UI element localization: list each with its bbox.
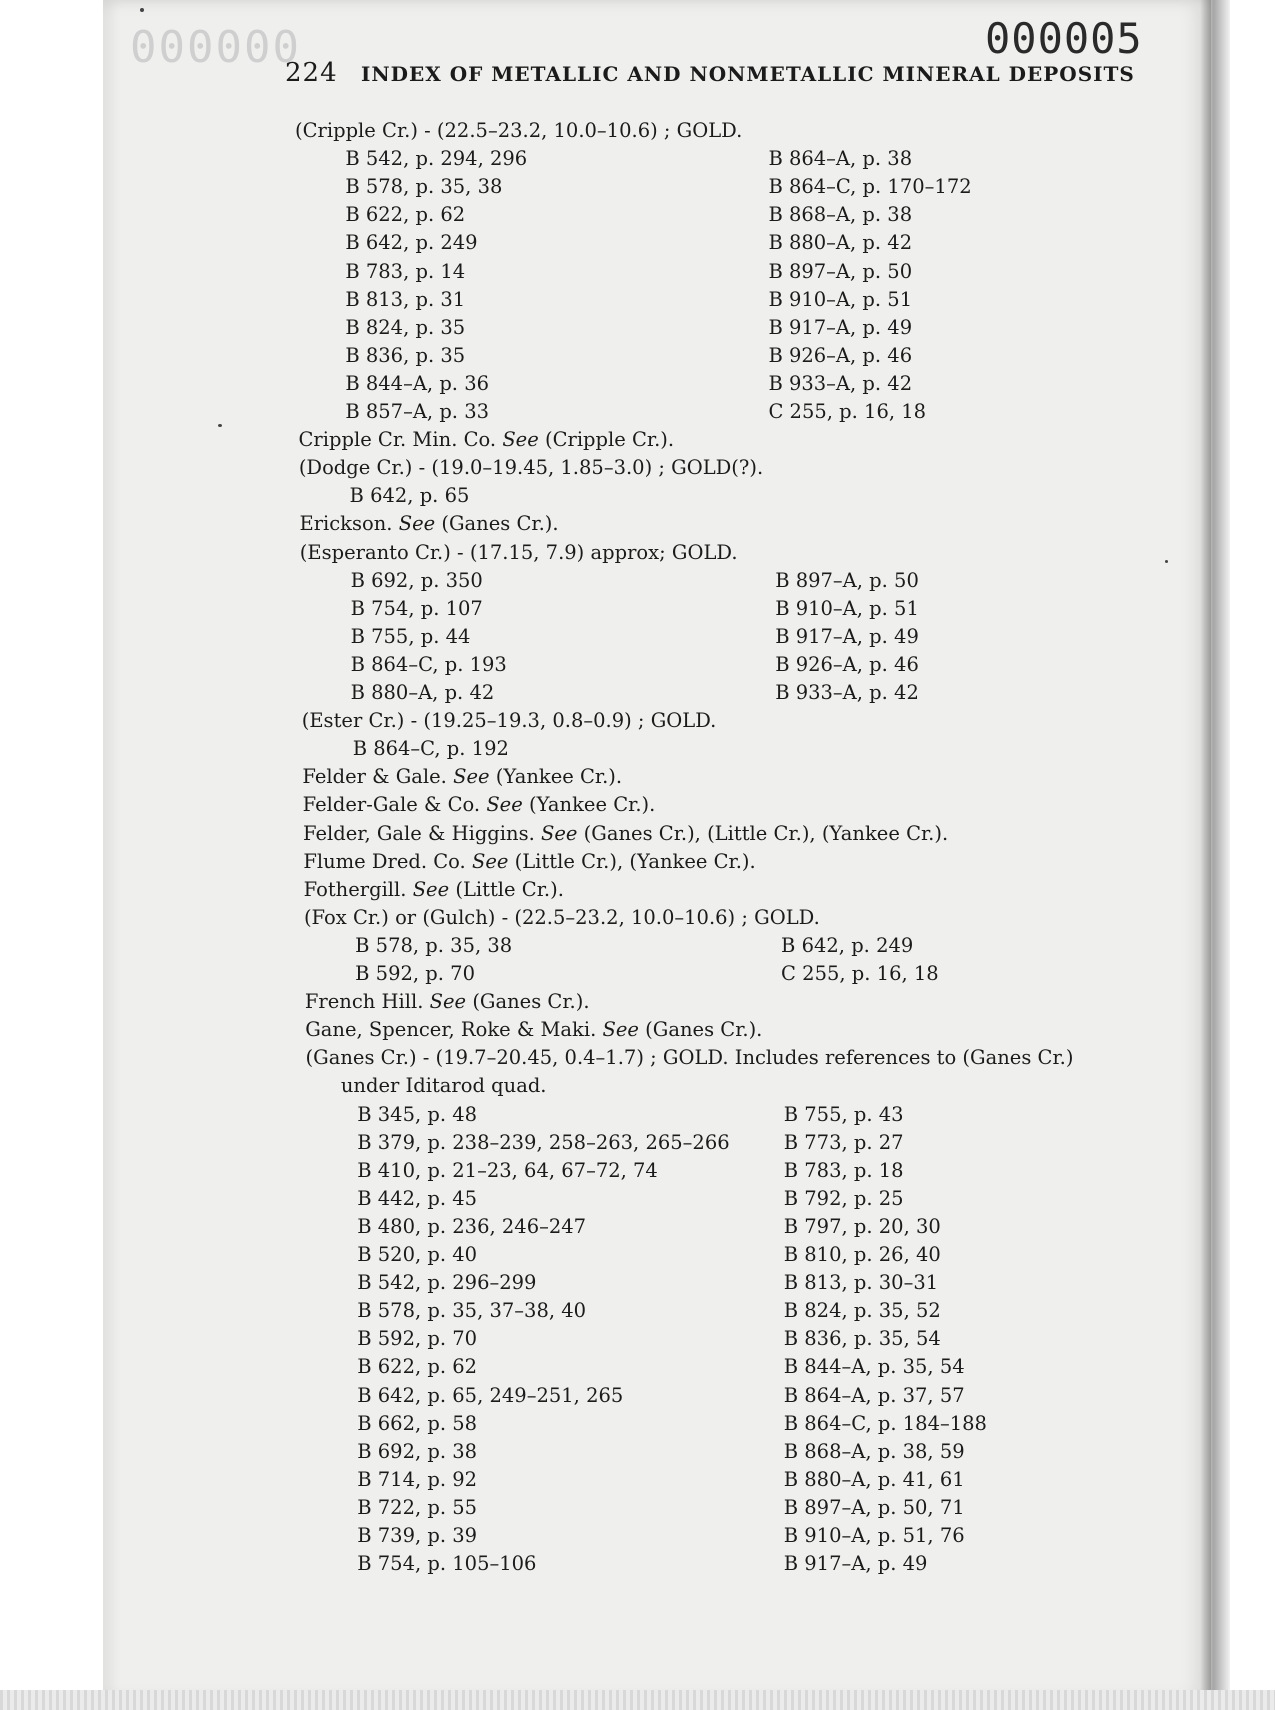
reference-left: B 864–C, p. 193 <box>350 652 507 676</box>
reference-left: B 578, p. 35, 38 <box>345 175 503 199</box>
see-target: (Little Cr.). <box>455 877 564 901</box>
locality-entry: (Fox Cr.) or (Gulch) - (22.5–23.2, 10.0–10.6) ; GOLD. <box>303 905 820 929</box>
entry-name: Gane, Spencer, Roke & Maki. <box>305 1018 597 1042</box>
reference-right: B 917–A, p. 49 <box>775 624 919 648</box>
reference-right: B 880–A, p. 42 <box>768 231 913 255</box>
reference-left: B 578, p. 35, 38 <box>355 933 513 957</box>
entry-name: French Hill. <box>304 990 424 1014</box>
reference-right: B 824, p. 35, 52 <box>783 1299 941 1323</box>
reference-left: B 864–C, p. 192 <box>352 737 509 761</box>
reference-left: B 844–A, p. 36 <box>345 371 490 395</box>
reference-left: B 754, p. 107 <box>350 596 483 620</box>
reference-right: B 880–A, p. 41, 61 <box>783 1467 965 1491</box>
page-edge-shadow <box>1200 0 1230 1700</box>
see-label: See <box>412 877 450 901</box>
reference-right: B 926–A, p. 46 <box>775 652 919 676</box>
entry-name: Felder & Gale. <box>302 765 447 789</box>
reference-left: B 813, p. 31 <box>345 287 466 311</box>
see-label: See <box>602 1018 639 1042</box>
reference-left: B 692, p. 350 <box>350 568 483 592</box>
reference-left: B 542, p. 296–299 <box>357 1271 537 1295</box>
locality-entry: (Ganes Cr.) - (19.7–20.45, 0.4–1.7) ; GOLD. Includes references to (Ganes Cr.) <box>305 1046 1074 1070</box>
entry-name: Flume Dred. Co. <box>303 849 466 873</box>
reference-right: B 864–A, p. 38 <box>768 147 913 171</box>
see-label: See <box>429 990 467 1014</box>
reference-left: B 880–A, p. 42 <box>350 681 495 704</box>
entry-name: Felder, Gale & Higgins. <box>303 821 535 845</box>
see-target: (Ganes Cr.), (Little Cr.), (Yankee Cr.). <box>583 821 949 845</box>
locality-entry: (Cripple Cr.) - (22.5–23.2, 10.0–10.6) ; GOLD. <box>295 119 743 142</box>
cross-reference-entry <box>302 764 622 790</box>
reference-right: B 864–C, p. 184–188 <box>783 1411 987 1435</box>
reference-right: B 933–A, p. 42 <box>768 371 913 395</box>
cross-reference-entry <box>304 877 564 903</box>
reference-left: B 592, p. 70 <box>355 962 475 985</box>
reference-left: B 755, p. 44 <box>350 624 471 648</box>
reference-left: B 754, p. 105–106 <box>357 1552 537 1576</box>
cross-reference-entry <box>305 1017 762 1043</box>
see-target: (Yankee Cr.). <box>528 793 656 817</box>
reference-right: B 933–A, p. 42 <box>775 681 919 704</box>
reference-left: B 410, p. 21–23, 64, 67–72, 74 <box>357 1158 658 1182</box>
reference-left: B 824, p. 35 <box>345 315 466 339</box>
see-target: (Ganes Cr.). <box>472 990 590 1014</box>
entry-name: Erickson. <box>299 512 393 536</box>
document-stamp-number: 000005 <box>985 14 1143 63</box>
reference-left: B 783, p. 14 <box>345 259 466 283</box>
see-label: See <box>398 512 436 536</box>
reference-right: B 755, p. 43 <box>783 1102 904 1126</box>
reference-right: C 255, p. 16, 18 <box>781 962 939 985</box>
reference-left: B 642, p. 65 <box>349 484 470 508</box>
reference-left: B 379, p. 238–239, 258–263, 265–266 <box>357 1130 730 1154</box>
cross-reference-entry <box>303 849 755 875</box>
reference-right: B 810, p. 26, 40 <box>783 1243 941 1266</box>
reference-left: B 739, p. 39 <box>357 1524 478 1547</box>
see-target: (Ganes Cr.). <box>645 1018 763 1042</box>
reference-right: B 813, p. 30–31 <box>783 1271 939 1295</box>
reference-right: B 792, p. 25 <box>783 1186 904 1210</box>
see-target: (Yankee Cr.). <box>495 765 623 789</box>
reference-left: B 857–A, p. 33 <box>345 400 490 423</box>
reference-right: B 926–A, p. 46 <box>768 343 913 367</box>
running-title: INDEX OF METALLIC AND NONMETALLIC MINERAL DEPOSITS <box>361 62 1135 86</box>
reference-right: B 910–A, p. 51 <box>768 287 913 311</box>
reference-left: B 722, p. 55 <box>357 1495 478 1519</box>
locality-entry: (Esperanto Cr.) - (17.15, 7.9) approx; GOLD. <box>299 540 738 564</box>
reference-left: B 714, p. 92 <box>357 1467 478 1491</box>
scan-speck <box>140 8 144 12</box>
reference-left: B 836, p. 35 <box>345 343 466 367</box>
cross-reference-entry <box>305 989 590 1015</box>
see-target: (Ganes Cr.). <box>441 512 559 536</box>
reference-right: B 897–A, p. 50, 71 <box>783 1495 965 1519</box>
see-label: See <box>453 765 490 789</box>
reference-right: B 897–A, p. 50 <box>775 568 919 592</box>
reference-right: B 642, p. 249 <box>781 933 914 957</box>
see-label: See <box>541 821 578 845</box>
reference-left: B 578, p. 35, 37–38, 40 <box>357 1299 587 1323</box>
entry-name: Fothergill. <box>303 877 407 901</box>
reference-right: B 897–A, p. 50 <box>768 259 913 283</box>
reference-right: B 797, p. 20, 30 <box>783 1214 941 1238</box>
reference-right: B 836, p. 35, 54 <box>783 1327 941 1351</box>
reference-left: B 442, p. 45 <box>357 1186 478 1210</box>
reference-right: B 864–C, p. 170–172 <box>768 175 972 199</box>
reference-right: C 255, p. 16, 18 <box>768 400 927 423</box>
reference-left: B 622, p. 62 <box>357 1355 478 1379</box>
reference-right: B 773, p. 27 <box>783 1130 904 1154</box>
reference-left: B 592, p. 70 <box>357 1327 478 1351</box>
locality-entry: (Dodge Cr.) - (19.0–19.45, 1.85–3.0) ; GOLD(?). <box>298 456 764 480</box>
entry-continuation: under Iditarod quad. <box>340 1074 547 1098</box>
locality-entry: (Ester Cr.) - (19.25–19.3, 0.8–0.9) ; GOLD. <box>301 709 717 733</box>
reference-left: B 622, p. 62 <box>345 203 466 227</box>
reference-right: B 864–A, p. 37, 57 <box>783 1383 965 1407</box>
reference-right: B 910–A, p. 51 <box>775 596 919 620</box>
reference-left: B 520, p. 40 <box>357 1243 478 1266</box>
entry-name: Felder-Gale & Co. <box>302 793 481 817</box>
scan-speck <box>218 424 222 427</box>
see-label: See <box>471 849 509 873</box>
see-label: See <box>486 793 523 817</box>
see-label: See <box>502 428 539 452</box>
page-number: 224 <box>285 58 338 88</box>
reference-right: B 844–A, p. 35, 54 <box>783 1355 965 1379</box>
reference-left: B 662, p. 58 <box>357 1411 478 1435</box>
reference-right: B 917–A, p. 49 <box>768 315 913 339</box>
reference-left: B 642, p. 249 <box>345 231 478 255</box>
faint-document-stamp: 000000 <box>130 22 301 73</box>
reference-left: B 692, p. 38 <box>357 1439 478 1463</box>
reference-left: B 642, p. 65, 249–251, 265 <box>357 1383 624 1407</box>
reference-right: B 783, p. 18 <box>783 1158 904 1182</box>
reference-left: B 542, p. 294, 296 <box>345 147 528 171</box>
scan-speck <box>1165 560 1168 563</box>
cross-reference-entry <box>303 792 656 818</box>
scan-bottom-strip <box>0 1690 1275 1710</box>
reference-left: B 345, p. 48 <box>357 1102 478 1126</box>
reference-left: B 480, p. 236, 246–247 <box>357 1214 587 1238</box>
reference-right: B 868–A, p. 38 <box>768 203 913 227</box>
cross-reference-entry <box>299 511 558 537</box>
see-target: (Little Cr.), (Yankee Cr.). <box>514 849 756 873</box>
page-header <box>285 58 1165 88</box>
cross-reference-entry <box>299 427 675 453</box>
reference-right: B 868–A, p. 38, 59 <box>783 1439 965 1463</box>
entry-name: Cripple Cr. Min. Co. <box>298 428 497 452</box>
reference-right: B 910–A, p. 51, 76 <box>783 1524 965 1547</box>
cross-reference-entry <box>303 821 948 847</box>
reference-right: B 917–A, p. 49 <box>783 1552 928 1576</box>
see-target: (Cripple Cr.). <box>544 428 675 452</box>
